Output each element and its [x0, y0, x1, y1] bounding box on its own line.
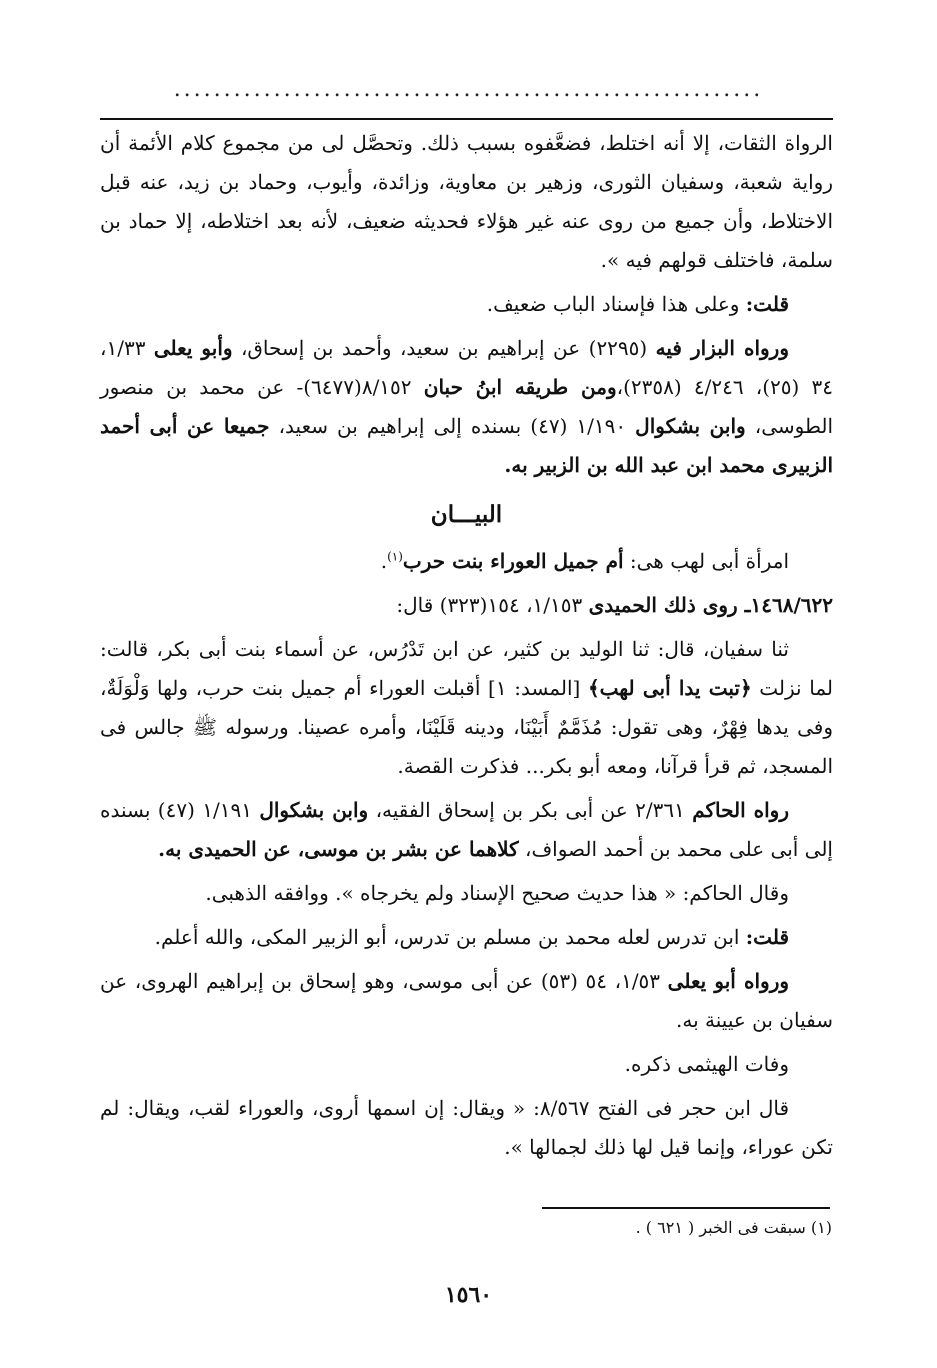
hadith-dash: ـ	[737, 593, 751, 617]
footnote: (١) سبقت فى الخبر ( ٦٢١ ) .	[635, 1218, 832, 1237]
bazzar-lead: ورواه البزار فيه	[655, 336, 789, 360]
quran-verse: ﴿تبت يدا أبى لهب﴾	[587, 676, 752, 700]
takhrij-text: ٨/١٥٢(٦٤٧٧)- عن محمد بن منصور الطوسى،	[100, 375, 834, 438]
bayan-lead: امرأة أبى لهب هى:	[623, 549, 789, 573]
top-dotted-rule: ...........................................................	[173, 77, 764, 102]
takhrij-paragraph-1	[100, 329, 833, 485]
takhrij-text: ١/١٩١ (٤٧) بسنده إلى أبى على محمد بن أحمد الصواف،	[100, 798, 833, 861]
takhrij-text: ١/٣٣، ٣٤ (٢٥)، ٤/٢٤٦ (٢٣٥٨)،	[100, 336, 833, 399]
qult-text: وعلى هذا فإسناد الباب ضعيف.	[486, 292, 746, 316]
qult-label: قلت:	[745, 925, 789, 949]
kilahuma-text: كلاهما عن بشر بن موسى، عن الحميدى به.	[158, 837, 519, 861]
ibn-hibban-label: ومن طريقه ابنُ حبان	[423, 375, 617, 399]
hakim-label: رواه الحاكم	[692, 798, 789, 822]
jamian-text: جميعا عن أبى أحمد الزبيرى محمد ابن عبد الله بن الزبير به.	[100, 414, 833, 477]
section-heading: البيـــان	[430, 501, 503, 528]
carried-quote-paragraph: الرواة الثقات، إلا أنه اختلط، فضعَّفوه بسبب ذلك. وتحصَّل لى من مجموع كلام الأئمة أن رواية شعبة، وسفيان الثورى، وزهير بن معاوية، وزائدة، وأيوب، وحماد بن زيد، عنه قبل الاختلاط، وأن جميع من روى عنه غير هؤلاء فحديثه ضعيف، لأنه بعد اختلاطه، إلا حماد بن سلمة، فاختلف قولهم فيه ».	[100, 131, 833, 272]
ibn-bashkuwal-label: وابن بشكوال	[259, 798, 369, 822]
takhrij-paragraph-2	[100, 791, 833, 869]
footnote-ref[interactable]: (١)	[387, 549, 403, 564]
hadith-number: ١٤٦٨/٦٢٢	[750, 593, 833, 617]
hakim-quote: وقال الحاكم: « هذا حديث صحيح الإسناد ولم يخرجاه ». ووافقه الذهبى.	[205, 881, 789, 905]
hadith-text-part: [المسد: ١] أقبلت العوراء أم جميل بنت حرب، ولها وَلْوَلَةٌ، وفى يدها فِهْرٌ، وهى تقول: مُذَمَّمٌ أَبَيْنَا، ودينه قَلَيْنَا، وأمره عصينا. ورسوله ﷺ جالس فى المسجد، ثم قرأ قرآنا، ومعه أبو بكر... فذكرت القصة.	[100, 676, 833, 778]
hadith-text-part: ثنا سفيان، قال: ثنا الوليد بن كثير، عن ابن تَدْرُس، عن أسماء بنت أبى بكر، قالت: لما نزلت	[100, 637, 833, 700]
hadith-source-ref: ١/١٥٣، ١٥٤(٣٢٣) قال:	[396, 593, 589, 617]
takhrij-text: ٢/٣٦١ عن أبى بكر بن إسحاق الفقيه،	[368, 798, 693, 822]
takhrij-text: ١/٥٣، ٥٤ (٥٣) عن أبى موسى، وهو إسحاق بن إبراهيم الهروى، عن سفيان بن عيينة به.	[100, 969, 833, 1032]
bayan-end: .	[380, 549, 388, 573]
takhrij-text: (٢٢٩٥) عن إبراهيم بن سعيد، وأحمد بن إسحاق،	[232, 336, 656, 360]
page-number: ١٥٦٠	[444, 1282, 493, 1308]
hadith-header	[100, 586, 833, 625]
abu-yala-label: وأبو يعلى	[153, 336, 233, 360]
takhrij-text: ١/١٩٠ (٤٧) بسنده إلى إبراهيم بن سعيد،	[269, 414, 636, 438]
qult-text: ابن تدرس لعله محمد بن مسلم بن تدرس، أبو الزبير المكى، والله أعلم.	[154, 925, 746, 949]
hadith-text	[100, 630, 833, 786]
page-body	[100, 124, 833, 1172]
haythami-note: وفات الهيثمى ذكره.	[624, 1052, 789, 1076]
qult-label: قلت:	[745, 292, 789, 316]
takhrij-paragraph-3	[100, 962, 833, 1040]
bayan-name: أم جميل العوراء بنت حرب	[402, 549, 624, 573]
ibn-hajar-quote: قال ابن حجر فى الفتح ٨/٥٦٧: « ويقال: إن اسمها أروى، والعوراء لقب، ويقال: لم تكن عوراء، وإنما قيل لها ذلك لجمالها ».	[100, 1096, 833, 1159]
abu-yala-lead: ورواه أبو يعلى	[667, 969, 790, 993]
ibn-bashkuwal-label: وابن بشكوال	[635, 414, 746, 438]
bayan-paragraph	[100, 542, 833, 581]
qult-paragraph-1	[100, 285, 833, 324]
top-rule	[100, 118, 833, 120]
footnote-rule	[542, 1207, 830, 1209]
hadith-source: روى ذلك الحميدى	[588, 593, 738, 617]
qult-paragraph-2	[100, 918, 833, 957]
